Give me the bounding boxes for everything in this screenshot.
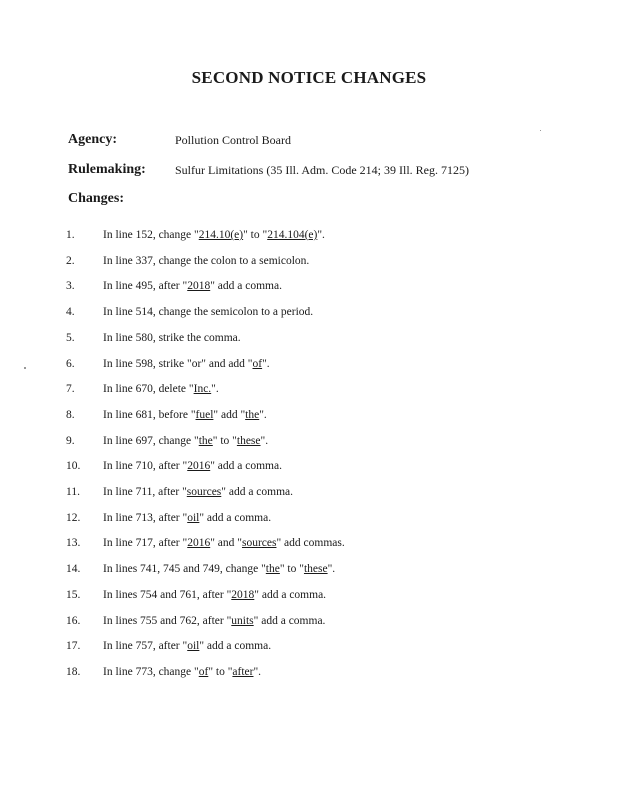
change-text-segment: " to " <box>212 434 237 447</box>
changes-heading: Changes: <box>68 191 125 206</box>
change-item <box>0 229 618 249</box>
change-text-segment: " add commas. <box>276 537 345 550</box>
change-text <box>103 460 282 472</box>
page-title: SECOND NOTICE CHANGES <box>191 68 427 87</box>
change-text-segment: " to " <box>243 229 268 241</box>
change-text-segment: ". <box>260 434 269 447</box>
underlined-term: 2018 <box>187 280 211 293</box>
change-item <box>0 486 618 506</box>
change-number: 5. <box>66 331 75 344</box>
change-text <box>103 358 270 370</box>
change-number: 2. <box>66 254 75 267</box>
change-text-segment: " add a comma. <box>254 588 327 601</box>
change-text-segment: In lines 755 and 762, after " <box>103 614 232 627</box>
scan-speck <box>24 367 26 369</box>
change-text <box>103 332 241 344</box>
change-text-segment: In line 495, after " <box>103 280 188 293</box>
change-number: 3. <box>66 280 75 293</box>
change-item <box>0 383 618 403</box>
underlined-term: sources <box>186 486 222 498</box>
change-number: 9. <box>66 434 75 447</box>
underlined-term: fuel <box>195 408 214 421</box>
change-text-segment: In line 717, after " <box>103 537 188 550</box>
change-number: 15. <box>66 588 81 601</box>
underlined-term: of <box>198 665 209 678</box>
change-number: 11. <box>66 486 80 498</box>
change-text-segment: " add a comma. <box>221 486 294 498</box>
change-item <box>0 358 618 378</box>
change-text <box>103 255 309 267</box>
change-item <box>0 306 618 326</box>
change-item <box>0 409 618 429</box>
underlined-term: 214.104(e) <box>267 229 318 241</box>
underlined-term: 2016 <box>187 460 211 473</box>
change-text-segment: ". <box>262 357 270 370</box>
change-text-segment: " add a comma. <box>199 640 272 653</box>
change-number: 10. <box>66 460 81 473</box>
underlined-term: after <box>232 665 254 678</box>
change-text <box>103 512 271 524</box>
change-text <box>103 229 325 241</box>
change-item <box>0 563 618 583</box>
change-item <box>0 255 618 275</box>
change-text-segment: ". <box>211 383 219 396</box>
change-text <box>103 615 325 627</box>
change-text-segment: In lines 741, 745 and 749, change " <box>103 563 266 576</box>
change-item <box>0 280 618 300</box>
change-item <box>0 615 618 635</box>
change-text <box>103 383 219 395</box>
change-text-segment: In line 598, strike "or" and add " <box>103 357 253 370</box>
change-number: 7. <box>66 383 75 396</box>
change-text-segment: In line 757, after " <box>103 640 188 653</box>
underlined-term: the <box>265 563 280 576</box>
change-text-segment: " add a comma. <box>210 460 282 473</box>
underlined-term: oil <box>187 511 200 524</box>
change-text-segment: " add " <box>213 408 246 421</box>
rulemaking-label: Rulemaking: <box>68 162 146 177</box>
change-text-segment: ". <box>259 408 267 421</box>
agency-label: Agency: <box>68 132 117 147</box>
change-text <box>103 409 267 421</box>
change-text <box>103 280 282 292</box>
agency-value: Pollution Control Board <box>175 133 292 147</box>
change-number: 4. <box>66 306 75 319</box>
change-number: 8. <box>66 408 75 421</box>
rulemaking-value: Sulfur Limitations (35 Ill. Adm. Code 214; 39 Ill. Reg. 7125) <box>175 163 469 177</box>
underlined-term: these <box>236 434 261 447</box>
change-text-segment: " add a comma. <box>199 511 272 524</box>
change-text-segment: " add a comma. <box>210 280 282 293</box>
change-item <box>0 512 618 532</box>
underlined-term: the <box>198 434 213 447</box>
change-text-segment: ". <box>317 229 325 241</box>
change-item <box>0 537 618 557</box>
change-text-segment: In line 152, change " <box>103 229 199 241</box>
underlined-term: 2018 <box>231 588 255 601</box>
change-text <box>103 563 335 575</box>
scan-speck <box>540 130 541 131</box>
underlined-term: 214.10(e) <box>198 229 244 241</box>
change-item <box>0 332 618 352</box>
change-text-segment: " to " <box>208 665 233 678</box>
change-number: 17. <box>66 640 81 653</box>
change-text-segment: In line 670, delete " <box>103 383 194 396</box>
underlined-term: oil <box>187 640 200 653</box>
change-text <box>103 306 313 318</box>
change-number: 16. <box>66 614 81 627</box>
underlined-term: Inc. <box>193 383 212 396</box>
change-text <box>103 537 345 549</box>
change-text-segment: In line 711, after " <box>103 486 187 498</box>
change-text-segment: In line 580, strike the comma. <box>103 331 241 344</box>
change-item <box>0 589 618 609</box>
change-number: 12. <box>66 511 81 524</box>
change-text-segment: " add a comma. <box>253 614 326 627</box>
change-number: 6. <box>66 357 75 370</box>
change-text-segment: In line 713, after " <box>103 511 188 524</box>
underlined-term: 2016 <box>187 537 211 550</box>
change-text-segment: In line 773, change " <box>103 665 199 678</box>
change-text <box>103 666 261 678</box>
change-item <box>0 640 618 660</box>
underlined-term: sources <box>241 537 277 550</box>
change-text-segment: In line 514, change the semicolon to a period. <box>103 306 314 319</box>
change-text <box>103 486 293 498</box>
change-text-segment: In line 681, before " <box>103 408 196 421</box>
change-text-segment: In line 710, after " <box>103 460 188 473</box>
change-text <box>103 640 271 652</box>
change-text-segment: In lines 754 and 761, after " <box>103 588 232 601</box>
change-text <box>103 589 326 601</box>
change-number: 1. <box>66 229 75 241</box>
change-text-segment: " to " <box>279 563 304 576</box>
underlined-term: these <box>303 563 328 576</box>
change-item <box>0 435 618 455</box>
change-text-segment: In line 697, change " <box>103 434 199 447</box>
change-number: 18. <box>66 665 81 678</box>
change-text-segment: ". <box>253 665 262 678</box>
change-item <box>0 460 618 480</box>
change-number: 13. <box>66 537 81 550</box>
underlined-term: units <box>231 614 254 627</box>
change-text-segment: " and " <box>210 537 242 550</box>
underlined-term: of <box>252 357 263 370</box>
change-number: 14. <box>66 563 81 576</box>
underlined-term: the <box>245 408 260 421</box>
change-text-segment: ". <box>327 563 336 576</box>
change-text <box>103 435 268 447</box>
change-item <box>0 666 618 686</box>
change-text-segment: In line 337, change the colon to a semicolon. <box>103 254 310 267</box>
